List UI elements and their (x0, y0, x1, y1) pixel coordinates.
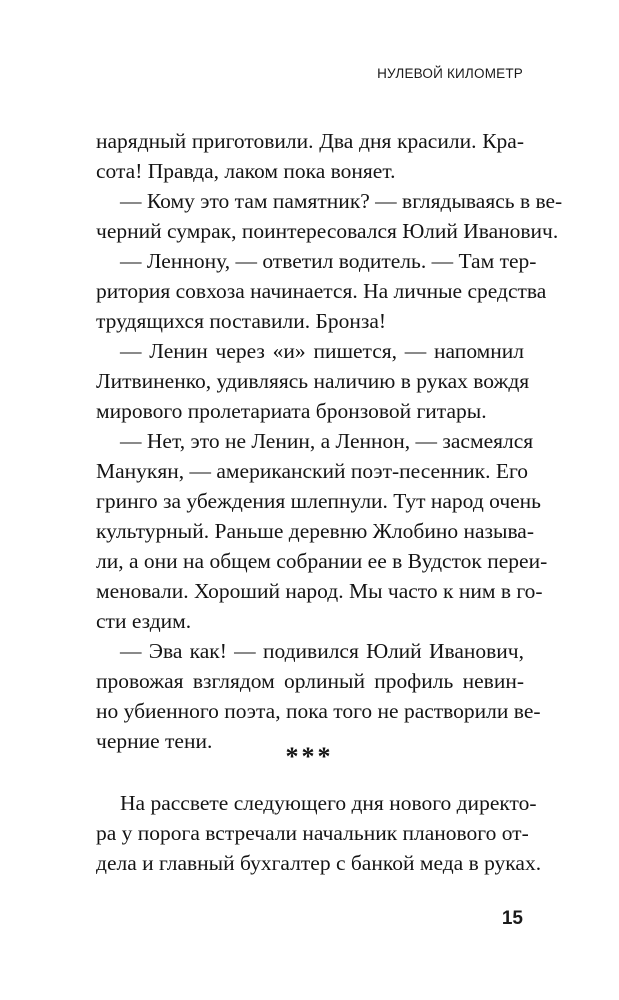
text-line: меновали. Хороший народ. Мы часто к ним в го- (96, 579, 543, 603)
running-head: НУЛЕВОЙ КИЛОМЕТР (377, 66, 523, 81)
text-line: черние тени. (96, 729, 213, 753)
text-line: нарядный приготовили. Два дня красили. Кра- (96, 129, 524, 153)
text-line: мирового пролетариата бронзовой гитары. (96, 399, 487, 423)
text-line: — Леннону, — ответил водитель. — Там тер- (120, 249, 537, 273)
text-line: — Кому это там памятник? — вглядываясь в ве- (120, 189, 563, 213)
text-line: провожая взглядом орлиный профиль невин- (96, 669, 524, 693)
text-line: но убиенного поэта, пока того не растворили ве- (96, 699, 541, 723)
text-line: трудящихся поставили. Бронза! (96, 309, 387, 333)
body-text (96, 126, 563, 756)
text-line: ра у порога встречали начальник планового от- (96, 821, 529, 845)
page-number: 15 (501, 908, 523, 929)
text-line: На рассвете следующего дня нового директо- (120, 791, 537, 815)
section-separator: *** (285, 742, 334, 771)
text-line: сти ездим. (96, 609, 192, 633)
text-line: — Эва как! — подивился Юлий Иванович, (120, 639, 524, 663)
body-text-continued (96, 788, 542, 878)
text-line: — Ленин через «и» пишется, — напомнил (120, 339, 524, 363)
text-line: ритория совхоза начинается. На личные средства (96, 279, 547, 303)
text-line: Литвиненко, удивляясь наличию в руках вождя (96, 369, 530, 393)
text-line: Манукян, — американский поэт-песенник. Его (96, 459, 528, 483)
text-line: — Нет, это не Ленин, а Леннон, — засмеялся (120, 429, 534, 453)
text-line: ли, а они на общем собрании ее в Вудсток переи- (96, 549, 548, 573)
text-line: гринго за убеждения шлепнули. Тут народ очень (96, 489, 541, 513)
text-line: дела и главный бухгалтер с банкой меда в руках. (96, 851, 542, 875)
text-line: сота! Правда, лаком пока воняет. (96, 159, 396, 183)
text-line: черний сумрак, поинтересовался Юлий Иванович. (96, 219, 559, 243)
text-line: культурный. Раньше деревню Жлобино называ- (96, 519, 535, 543)
